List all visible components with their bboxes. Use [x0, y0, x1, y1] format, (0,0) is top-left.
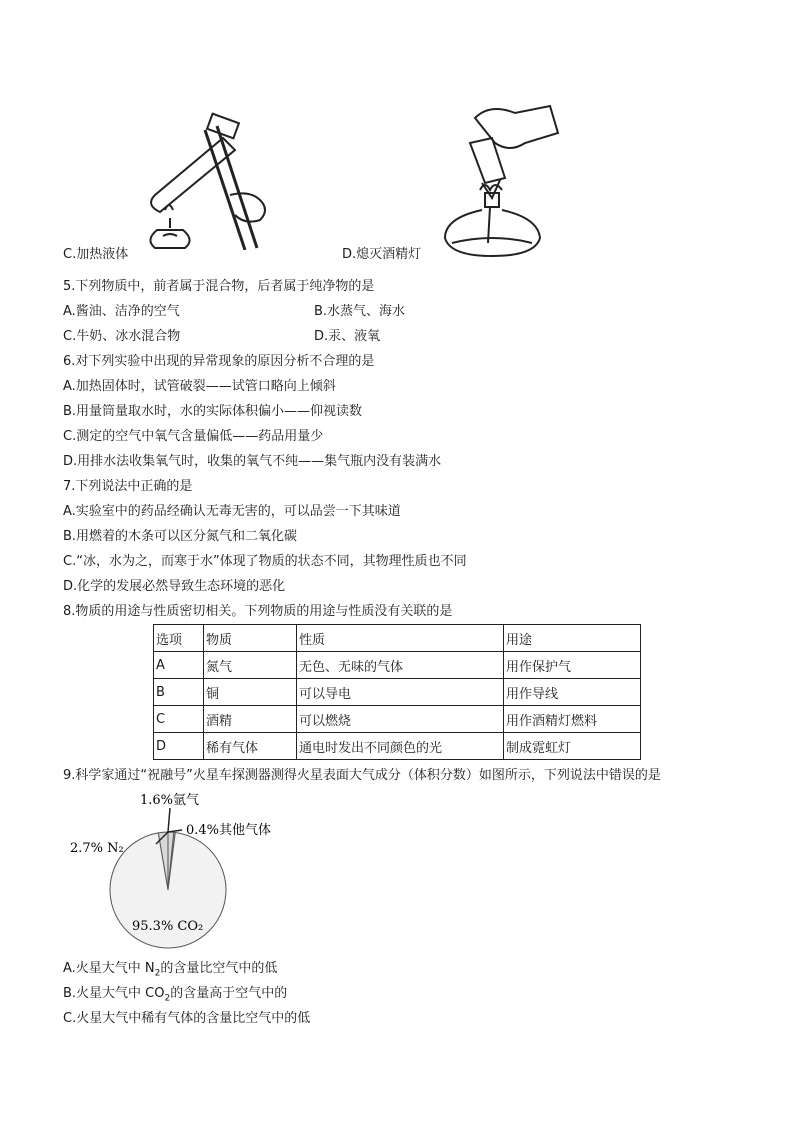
table-cell: 用作酒精灯燃料 — [504, 706, 641, 733]
table-row — [154, 706, 641, 733]
q7-option-d: D.化学的发展必然导致生态环境的恶化 — [63, 579, 286, 594]
heating-liquid-illustration — [135, 100, 285, 250]
table-header-cell: 用途 — [504, 625, 641, 652]
q5-option-d: D.汞、液氧 — [314, 329, 381, 344]
caption-c: C.加热液体 — [63, 247, 129, 262]
q7-option-b: B.用燃着的木条可以区分氮气和二氧化碳 — [63, 529, 298, 544]
q6-option-c: C.测定的空气中氧气含量偏低——药品用量少 — [63, 429, 324, 444]
table-cell: 用作导线 — [504, 679, 641, 706]
pie-label-argon: 1.6%氩气 — [140, 793, 200, 808]
table-cell: 稀有气体 — [204, 733, 297, 760]
q6-option-d: D.用排水法收集氧气时，收集的氧气不纯——集气瓶内没有装满水 — [63, 454, 442, 469]
q9-a-text: A.火星大气中 N — [63, 961, 155, 976]
q9-option-b — [63, 985, 287, 1008]
q6-option-a: A.加热固体时，试管破裂——试管口略向上倾斜 — [63, 379, 336, 394]
table-header-cell: 选项 — [154, 625, 204, 652]
caption-d: D.熄灭酒精灯 — [342, 247, 422, 262]
table-cell: 通电时发出不同颜色的光 — [297, 733, 504, 760]
table-cell: C — [154, 706, 204, 733]
q6-option-b: B.用量筒量取水时，水的实际体积偏小——仰视读数 — [63, 404, 363, 419]
q7-stem: 7.下列说法中正确的是 — [63, 479, 193, 494]
q6-stem: 6.对下列实验中出现的异常现象的原因分析不合理的是 — [63, 354, 375, 369]
q7-option-a: A.实验室中的药品经确认无毒无害的，可以品尝一下其味道 — [63, 504, 401, 519]
q9-b-sub: 2 — [164, 993, 171, 1004]
pie-label-n2: 2.7% N₂ — [70, 841, 124, 856]
table-row — [154, 679, 641, 706]
table-cell: 无色、无味的气体 — [297, 652, 504, 679]
q5-option-b: B.水蒸气、海水 — [314, 304, 406, 319]
q8-table — [153, 624, 641, 760]
q9-b-text-end: 的含量高于空气中的 — [170, 986, 288, 1001]
table-cell: B — [154, 679, 204, 706]
table-header-row — [154, 625, 641, 652]
q9-option-c: C.火星大气中稀有气体的含量比空气中的低 — [63, 1011, 311, 1026]
table-cell: 用作保护气 — [504, 652, 641, 679]
table-header-cell: 物质 — [204, 625, 297, 652]
table-cell: D — [154, 733, 204, 760]
q7-option-c: C.“冰，水为之，而寒于水”体现了物质的状态不同，其物理性质也不同 — [63, 554, 467, 569]
pie-label-other: 0.4%其他气体 — [186, 823, 272, 838]
table-cell: 制成霓虹灯 — [504, 733, 641, 760]
q8-stem: 8.物质的用途与性质密切相关。下列物质的用途与性质没有关联的是 — [63, 604, 453, 619]
q9-b-text: B.火星大气中 CO — [63, 986, 165, 1001]
table-cell: A — [154, 652, 204, 679]
q5-option-c: C.牛奶、冰水混合物 — [63, 329, 181, 344]
q5-stem: 5.下列物质中，前者属于混合物，后者属于纯净物的是 — [63, 279, 375, 294]
table-row — [154, 652, 641, 679]
table-cell: 氮气 — [204, 652, 297, 679]
table-cell: 酒精 — [204, 706, 297, 733]
table-cell: 可以导电 — [297, 679, 504, 706]
q9-a-sub: 2 — [154, 968, 161, 979]
table-cell: 可以燃烧 — [297, 706, 504, 733]
q5-option-a: A.酱油、洁净的空气 — [63, 304, 180, 319]
mars-atmosphere-pie-chart — [60, 790, 300, 950]
q9-option-a — [63, 960, 277, 983]
q9-stem: 9.科学家通过“祝融号”火星车探测器测得火星表面大气成分（体积分数）如图所示，下列说法中错误的是 — [63, 768, 661, 783]
table-cell: 铜 — [204, 679, 297, 706]
extinguish-lamp-illustration — [430, 98, 565, 258]
pie-label-co2: 95.3% CO₂ — [132, 919, 204, 934]
q9-a-text-end: 的含量比空气中的低 — [160, 961, 278, 976]
table-header-cell: 性质 — [297, 625, 504, 652]
table-row — [154, 733, 641, 760]
